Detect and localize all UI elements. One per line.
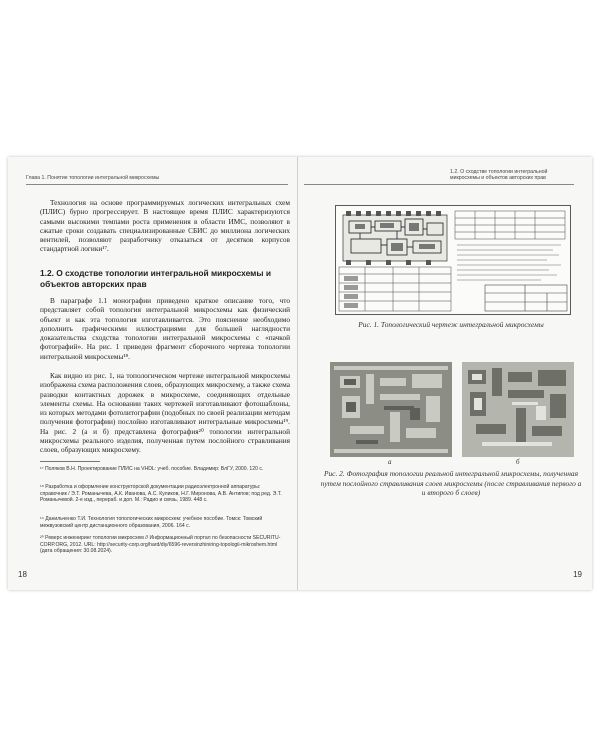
body-paragraph: Как видно из рис. 1, на топологическом чертеже интегральной микросхемы изображена схема расположения слоев, образующих микросхему, а также схема разводки контактных дорожек в микросхеме, соединяющих отдельные элементы схемы. На основании таких чертежей изготавливают фотошаблоны, из которых методами фотолитографии (подобных по своей реализации методам получения фотографии) послойно изготавливают интегральные микросхемы¹⁹. На рис. 2 (а и б) представлена фотография²⁰ топологии интегральной микросхемы реального изделия, полученная путем послойного стравливания слоев, образующих микросхему. (40, 371, 290, 455)
running-head-line: 1.2. О сходстве топологии интегральной (450, 169, 548, 175)
footnote: ²⁰ Реверс инжениринг топологии микросхем // Информационный портал по безопасности SECURITU-CORP.ORG, 2012. URL: http://security-corp.org/hard/diy/6596-reversinzhiniring-topologii-mikroshem.html (дата обращения: 30.08.2024). (40, 535, 281, 555)
figure-caption: Рис. 2. Фотография топологии реальной интегральной микросхемы, полученная путем послойного стравливания слоев микросхемы (после стравливания первого а и второго б слоев) (320, 469, 582, 498)
right-page (298, 157, 592, 590)
chip-photo-a (330, 362, 452, 457)
figure-sublabel-a: а (388, 458, 392, 466)
page-number: 19 (573, 570, 582, 579)
footnote: ¹⁷ Поляков В.Н. Проектирование ПЛИС на VHDL: учеб. пособие. Владимир: ВлГУ, 2000. 120 с. (40, 466, 264, 472)
running-head-rule (304, 184, 574, 185)
book-gutter (297, 157, 298, 590)
body-paragraph: В параграфе 1.1 монографии приведено краткое описание того, что представляет собой топология интегральной микросхемы как физический объект и как эта топология изготавливается. Это пояснение необходимо дополнить графическими иллюстрациями для большей наглядности доказательства сходства топологии интегральной микросхемы с «пачкой фотографий». На рис. 1 приведен фрагмент сборочного чертежа топологии интегральной микросхемы¹⁸. (40, 296, 290, 361)
section-heading: 1.2. О сходстве топологии интегральной микросхемы и объектов авторских прав (40, 268, 272, 289)
running-head-rule (26, 184, 288, 185)
running-head (450, 169, 568, 182)
footnote-rule (40, 461, 100, 462)
running-head: Глава 1. Понятие топологии интегральной микросхемы (26, 175, 160, 181)
chip-photo-b (462, 362, 574, 457)
book-spread (8, 157, 592, 590)
page-number: 18 (18, 570, 27, 579)
figure-caption: Рис. 1. Топологический чертеж интегральной микросхемы (358, 320, 544, 329)
footnote: ¹⁹ Данильченко Т.И. Технология топологических микросхем: учебное пособие. Томск: Томский межвузовский центр дистанционного образования, 2006. 164 с. (40, 516, 263, 529)
footnote: ¹⁸ Разработка и оформление конструкторской документации радиоэлектронной аппаратуры: справочник / Э.Т. Романычева, А.К. Иванова, А.С. Куликов, Н.Г. Миронова, А.В. Антипов; под ред. Э.Т. Романычевой. 2-е изд., перераб. и доп. М.: Радио и связь, 1989. 448 с. (40, 484, 282, 504)
intro-paragraph: Технология на основе программируемых логических интегральных схем (ПЛИС) бурно прогрессирует. В настоящее время ПЛИС характеризуются самыми высокими темпами роста применения в области ИМС, позволяют в сжатые сроки создавать специализированные СБИС до миллиона логических вентилей, позволяют разработчику отказаться от десятков корпусов стандартной логики¹⁷. (40, 198, 290, 254)
left-page (8, 157, 298, 590)
figure-sublabel-b: б (516, 458, 520, 466)
topology-drawing (335, 205, 571, 315)
running-head-line: микросхемы и объектов авторских прав (450, 175, 546, 182)
